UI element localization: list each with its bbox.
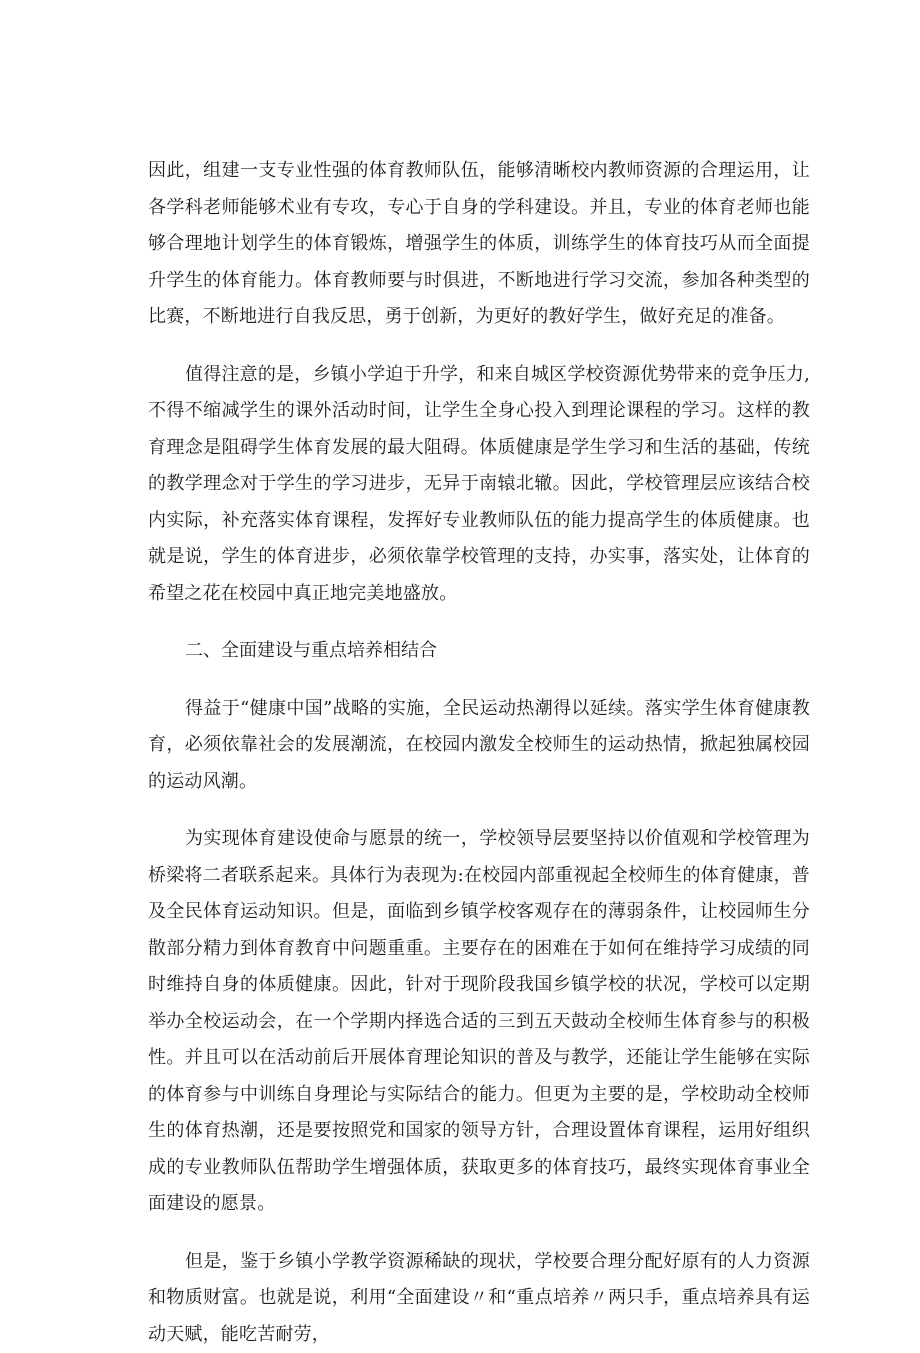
paragraph-resource-allocation: 但是，鉴于乡镇小学教学资源稀缺的现状，学校要合理分配好原有的人力资源和物质财富。也就是说，利用“全面建设〃和“重点培养〃两只手，重点培养具有运动天赋，能吃苦耐劳， — [148, 1244, 810, 1353]
paragraph-mission-vision: 为实现体育建设使命与愿景的统一，学校领导层要坚持以价值观和学校管理为桥梁将二者联系起来。具体行为表现为:在校园内部重视起全校师生的体育健康，普及全民体育运动知识。但是，面临到乡镇学校客观存在的薄弱条件，让校园师生分散部分精力到体育教育中问题重重。主要存在的困难在于如何在维持学习成绩的同时维持自身的体质健康。因此，针对于现阶段我国乡镇学校的状况，学校可以定期举办全校运动会，在一个学期内择选合适的三到五天鼓动全校师生体育参与的积极性。并且可以在活动前后开展体育理论知识的普及与教学，还能让学生能够在实际的体育参与中训练自身理论与实际结合的能力。但更为主要的是，学校助动全校师生的体育热潮，还是要按照党和国家的领导方针，合理设置体育课程，运用好组织成的专业教师队伍帮助学生增强体质，获取更多的体育技巧，最终实现体育事业全面建设的愿景。 — [148, 821, 810, 1223]
section-heading: 二、全面建设与重点培养相结合 — [148, 633, 810, 670]
document-body — [148, 153, 810, 1353]
paragraph-teacher-team: 因此，组建一支专业性强的体育教师队伍，能够清晰校内教师资源的合理运用，让各学科老师能够术业有专攻，专心于自身的学科建设。并且，专业的体育老师也能够合理地计划学生的体育锻炼，增强学生的体质，训练学生的体育技巧从而全面提升学生的体育能力。体育教师要与时俱进，不断地进行学习交流，参加各种类型的比赛，不断地进行自我反思，勇于创新，为更好的教好学生，做好充足的准备。 — [148, 153, 810, 336]
paragraph-healthy-china: 得益于“健康中国”战略的实施，全民运动热潮得以延续。落实学生体育健康教育，必须依靠社会的发展潮流，在校园内激发全校师生的运动热情，掀起独属校园的运动风潮。 — [148, 691, 810, 801]
paragraph-rural-school-pressure: 值得注意的是，乡镇小学迫于升学，和来自城区学校资源优势带来的竞争压力,不得不缩减学生的课外活动时间，让学生全身心投入到理论课程的学习。这样的教育理念是阻碍学生体育发展的最大阻碍。体质健康是学生学习和生活的基础，传统的教学理念对于学生的学习进步，无异于南辕北辙。因此，学校管理层应该结合校内实际，补充落实体育课程，发挥好专业教师队伍的能力提高学生的体质健康。也就是说，学生的体育进步，必须依靠学校管理的支持，办实事，落实处，让体育的希望之花在校园中真正地完美地盛放。 — [148, 357, 810, 613]
